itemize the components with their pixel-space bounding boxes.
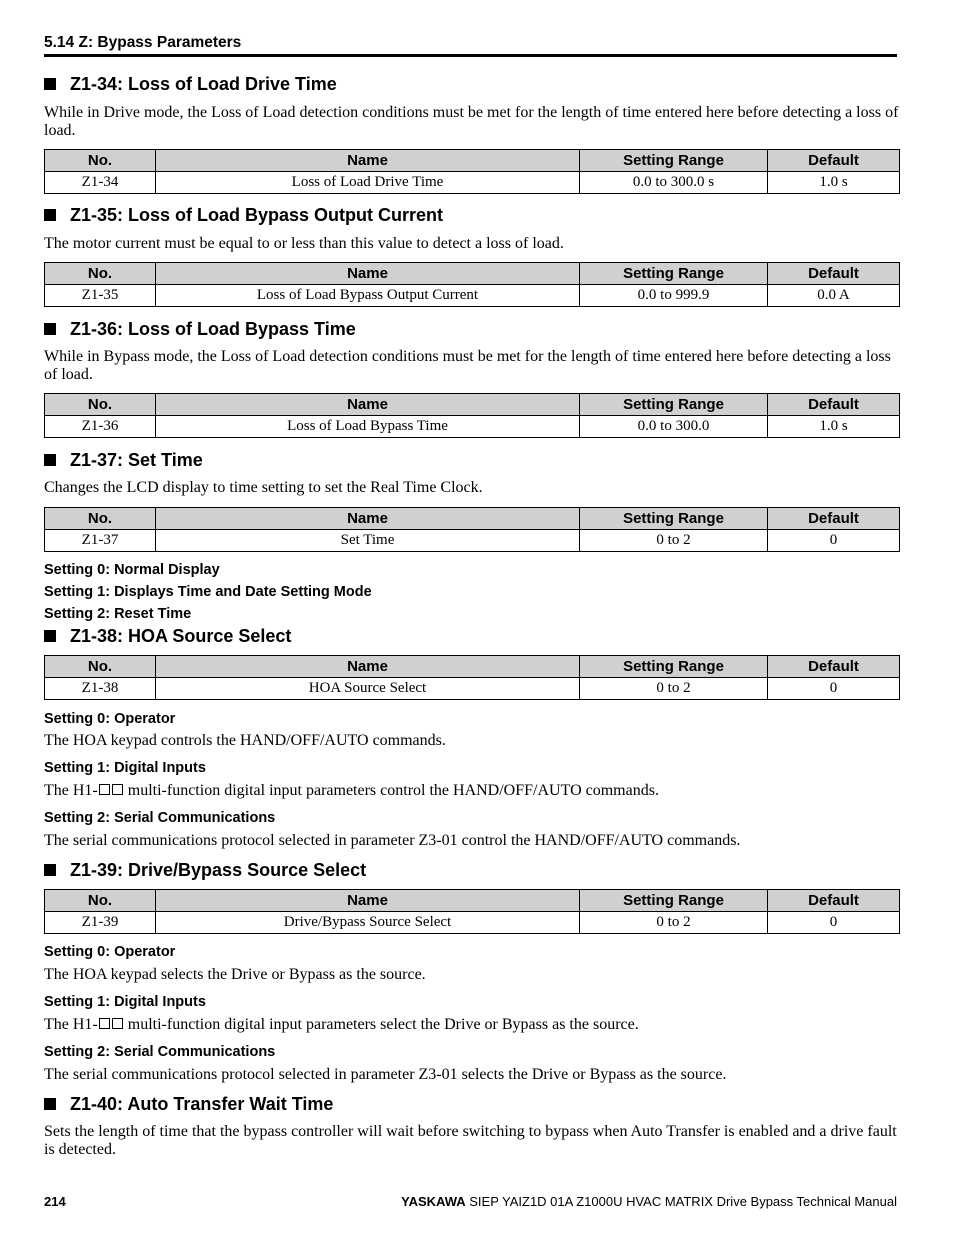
parameter-table-z1-34 bbox=[44, 149, 900, 194]
cell-no: Z1-37 bbox=[45, 530, 156, 552]
section-heading-z1-38 bbox=[44, 626, 291, 647]
cell-default: 0 bbox=[768, 912, 900, 934]
col-header-default: Default bbox=[768, 890, 900, 912]
setting-label: Setting 1: Digital Inputs bbox=[44, 994, 206, 1010]
placeholder-box-icon bbox=[99, 784, 110, 795]
text-prefix: The H1- bbox=[44, 1016, 98, 1033]
col-header-no: No. bbox=[45, 890, 156, 912]
section-title: Z1-36: Loss of Load Bypass Time bbox=[70, 319, 356, 339]
setting-label: Setting 1: Displays Time and Date Setting Mode bbox=[44, 584, 372, 600]
cell-name: Drive/Bypass Source Select bbox=[156, 912, 580, 934]
cell-default: 1.0 s bbox=[768, 416, 900, 438]
col-header-range: Setting Range bbox=[580, 150, 768, 172]
section-title: Z1-37: Set Time bbox=[70, 450, 203, 470]
col-header-name: Name bbox=[156, 263, 580, 285]
bullet-square-icon bbox=[44, 209, 56, 221]
cell-name: HOA Source Select bbox=[156, 678, 580, 700]
cell-range: 0.0 to 300.0 bbox=[580, 416, 768, 438]
section-title: Z1-34: Loss of Load Drive Time bbox=[70, 74, 337, 94]
col-header-name: Name bbox=[156, 150, 580, 172]
setting-label: Setting 2: Serial Communications bbox=[44, 1044, 276, 1060]
cell-name: Loss of Load Bypass Output Current bbox=[156, 285, 580, 307]
col-header-name: Name bbox=[156, 508, 580, 530]
text-prefix: The H1- bbox=[44, 782, 98, 799]
setting-description: The HOA keypad controls the HAND/OFF/AUTO commands. bbox=[44, 732, 446, 749]
setting-description: The serial communications protocol selected in parameter Z3-01 selects the Drive or Bypass as the source. bbox=[44, 1066, 727, 1083]
section-heading-z1-36 bbox=[44, 319, 356, 340]
cell-range: 0 to 2 bbox=[580, 912, 768, 934]
table-header-row bbox=[45, 508, 900, 530]
section-description: The motor current must be equal to or less than this value to detect a loss of load. bbox=[44, 235, 564, 252]
bullet-square-icon bbox=[44, 454, 56, 466]
section-title: Z1-38: HOA Source Select bbox=[70, 626, 292, 646]
section-heading-z1-39 bbox=[44, 860, 366, 881]
col-header-no: No. bbox=[45, 508, 156, 530]
cell-range: 0 to 2 bbox=[580, 678, 768, 700]
col-header-no: No. bbox=[45, 263, 156, 285]
setting-label: Setting 0: Normal Display bbox=[44, 562, 220, 578]
setting-description bbox=[44, 782, 900, 800]
table-header-row bbox=[45, 890, 900, 912]
col-header-name: Name bbox=[156, 890, 580, 912]
placeholder-box-icon bbox=[112, 784, 123, 795]
col-header-no: No. bbox=[45, 656, 156, 678]
section-title: Z1-39: Drive/Bypass Source Select bbox=[70, 860, 367, 880]
cell-no: Z1-35 bbox=[45, 285, 156, 307]
section-description: Changes the LCD display to time setting to set the Real Time Clock. bbox=[44, 479, 483, 496]
section-description: Sets the length of time that the bypass controller will wait before switching to bypass when Auto Transfer is enabled and a drive fault is detected. bbox=[44, 1123, 897, 1158]
cell-name: Loss of Load Bypass Time bbox=[156, 416, 580, 438]
parameter-table-z1-35 bbox=[44, 262, 900, 307]
section-description: While in Drive mode, the Loss of Load detection conditions must be met for the length of time entered here before detecting a loss of load. bbox=[44, 104, 899, 139]
text-body: multi-function digital input parameters control the HAND/OFF/AUTO commands. bbox=[123, 782, 659, 799]
section-title: Z1-40: Auto Transfer Wait Time bbox=[70, 1094, 334, 1114]
text-body: multi-function digital input parameters select the Drive or Bypass as the source. bbox=[123, 1016, 639, 1033]
cell-default: 0 bbox=[768, 530, 900, 552]
col-header-name: Name bbox=[156, 394, 580, 416]
parameter-table-z1-36 bbox=[44, 393, 900, 438]
table-header-row bbox=[45, 656, 900, 678]
page-number: 214 bbox=[44, 1194, 66, 1209]
bullet-square-icon bbox=[44, 864, 56, 876]
setting-label: Setting 1: Digital Inputs bbox=[44, 760, 206, 776]
running-header: 5.14 Z: Bypass Parameters bbox=[44, 34, 242, 51]
setting-label: Setting 0: Operator bbox=[44, 711, 176, 727]
col-header-range: Setting Range bbox=[580, 263, 768, 285]
col-header-default: Default bbox=[768, 656, 900, 678]
parameter-table-z1-39 bbox=[44, 889, 900, 934]
section-heading-z1-35 bbox=[44, 205, 443, 226]
header-rule bbox=[44, 54, 897, 57]
setting-label: Setting 2: Reset Time bbox=[44, 606, 192, 622]
parameter-table-z1-37 bbox=[44, 507, 900, 552]
table-row bbox=[45, 285, 900, 307]
table-row bbox=[45, 912, 900, 934]
bullet-square-icon bbox=[44, 1098, 56, 1110]
section-description: While in Bypass mode, the Loss of Load detection conditions must be met for the length of time entered here before detecting a loss of load. bbox=[44, 348, 891, 383]
bullet-square-icon bbox=[44, 78, 56, 90]
cell-name: Loss of Load Drive Time bbox=[156, 172, 580, 194]
doc-title: SIEP YAIZ1D 01A Z1000U HVAC MATRIX Drive Bypass Technical Manual bbox=[465, 1194, 897, 1209]
cell-no: Z1-34 bbox=[45, 172, 156, 194]
section-heading-z1-40 bbox=[44, 1094, 333, 1115]
col-header-range: Setting Range bbox=[580, 890, 768, 912]
col-header-range: Setting Range bbox=[580, 394, 768, 416]
col-header-default: Default bbox=[768, 394, 900, 416]
bullet-square-icon bbox=[44, 323, 56, 335]
col-header-default: Default bbox=[768, 508, 900, 530]
table-header-row bbox=[45, 263, 900, 285]
cell-no: Z1-38 bbox=[45, 678, 156, 700]
parameter-table-z1-38 bbox=[44, 655, 900, 700]
cell-no: Z1-36 bbox=[45, 416, 156, 438]
section-heading-z1-37 bbox=[44, 450, 203, 471]
col-header-range: Setting Range bbox=[580, 508, 768, 530]
section-heading-z1-34 bbox=[44, 74, 337, 95]
placeholder-box-icon bbox=[112, 1018, 123, 1029]
col-header-no: No. bbox=[45, 150, 156, 172]
table-row bbox=[45, 416, 900, 438]
brand-name: YASKAWA bbox=[401, 1194, 466, 1209]
footer-doc-title bbox=[401, 1194, 897, 1209]
cell-range: 0.0 to 999.9 bbox=[580, 285, 768, 307]
setting-description: The HOA keypad selects the Drive or Bypass as the source. bbox=[44, 966, 426, 983]
table-row bbox=[45, 172, 900, 194]
col-header-default: Default bbox=[768, 263, 900, 285]
cell-range: 0.0 to 300.0 s bbox=[580, 172, 768, 194]
section-title: Z1-35: Loss of Load Bypass Output Current bbox=[70, 205, 444, 225]
table-row bbox=[45, 530, 900, 552]
col-header-default: Default bbox=[768, 150, 900, 172]
table-row bbox=[45, 678, 900, 700]
setting-label: Setting 2: Serial Communications bbox=[44, 810, 276, 826]
setting-label: Setting 0: Operator bbox=[44, 944, 176, 960]
col-header-range: Setting Range bbox=[580, 656, 768, 678]
col-header-no: No. bbox=[45, 394, 156, 416]
table-header-row bbox=[45, 394, 900, 416]
cell-no: Z1-39 bbox=[45, 912, 156, 934]
cell-range: 0 to 2 bbox=[580, 530, 768, 552]
setting-description bbox=[44, 1016, 900, 1034]
cell-name: Set Time bbox=[156, 530, 580, 552]
cell-default: 1.0 s bbox=[768, 172, 900, 194]
cell-default: 0 bbox=[768, 678, 900, 700]
table-header-row bbox=[45, 150, 900, 172]
setting-description: The serial communications protocol selected in parameter Z3-01 control the HAND/OFF/AUTO commands. bbox=[44, 832, 741, 849]
col-header-name: Name bbox=[156, 656, 580, 678]
placeholder-box-icon bbox=[99, 1018, 110, 1029]
bullet-square-icon bbox=[44, 630, 56, 642]
cell-default: 0.0 A bbox=[768, 285, 900, 307]
